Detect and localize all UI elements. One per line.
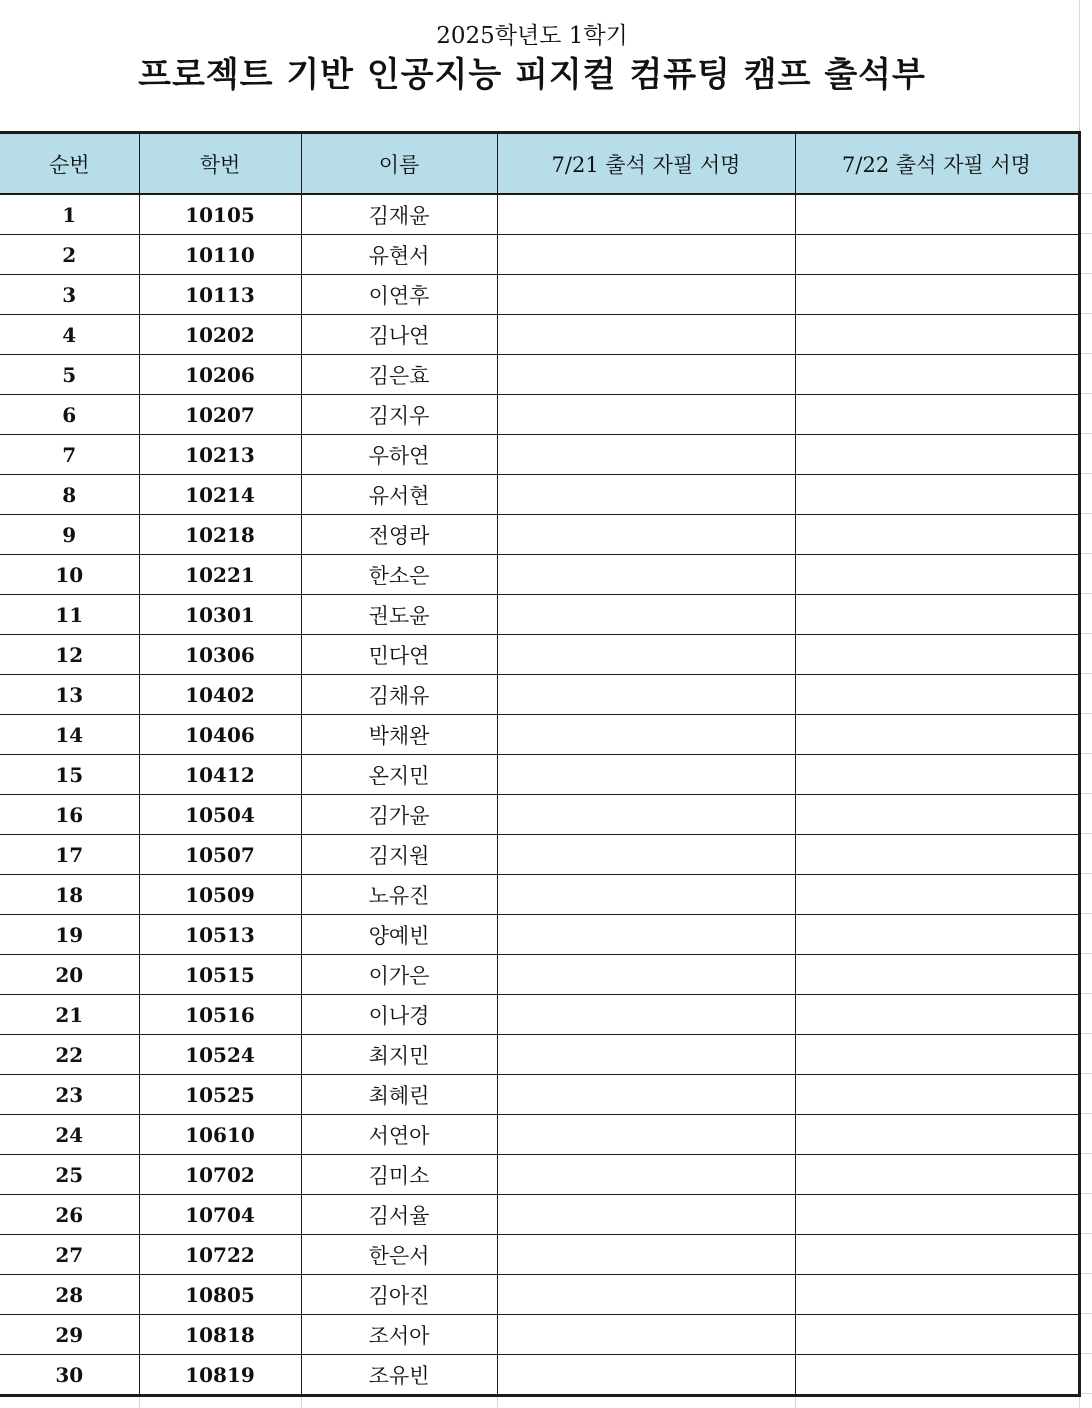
sheet-gridline — [1080, 1273, 1092, 1274]
student-id-cell: 10509 — [139, 875, 301, 915]
sheet-gridline — [1080, 993, 1092, 994]
student-name-cell: 김채유 — [301, 675, 497, 715]
signature-0722-cell[interactable] — [795, 755, 1079, 795]
table-row — [0, 475, 1079, 515]
student-name-cell: 김미소 — [301, 1155, 497, 1195]
signature-0721-cell[interactable] — [497, 275, 795, 315]
student-name-cell: 한소은 — [301, 555, 497, 595]
student-id-cell: 10516 — [139, 995, 301, 1035]
signature-0721-cell[interactable] — [497, 1315, 795, 1355]
student-name-cell: 김지우 — [301, 395, 497, 435]
student-id-cell: 10819 — [139, 1355, 301, 1396]
page-title: 프로젝트 기반 인공지능 피지컬 컴퓨팅 캠프 출석부 — [138, 55, 926, 95]
sheet-gridline — [1080, 833, 1092, 834]
signature-0721-cell[interactable] — [497, 555, 795, 595]
row-number-cell: 27 — [0, 1235, 139, 1275]
sheet-gridline — [1080, 1113, 1092, 1114]
row-number-cell: 15 — [0, 755, 139, 795]
column-header-signature-0722: 7/22 출석 자필 서명 — [795, 133, 1079, 195]
student-name-cell: 조유빈 — [301, 1355, 497, 1396]
student-name-cell: 김은효 — [301, 355, 497, 395]
column-header-student-id: 학번 — [139, 133, 301, 195]
signature-0722-cell[interactable] — [795, 635, 1079, 675]
student-name-cell: 김가윤 — [301, 795, 497, 835]
signature-0722-cell[interactable] — [795, 675, 1079, 715]
sheet-gridline — [1080, 513, 1092, 514]
signature-0721-cell[interactable] — [497, 235, 795, 275]
student-id-cell: 10110 — [139, 235, 301, 275]
row-number-cell: 24 — [0, 1115, 139, 1155]
signature-0722-cell[interactable] — [795, 555, 1079, 595]
table-row — [0, 1235, 1079, 1275]
signature-0721-cell[interactable] — [497, 995, 795, 1035]
signature-0721-cell[interactable] — [497, 1115, 795, 1155]
signature-0722-cell[interactable] — [795, 1235, 1079, 1275]
row-number-cell: 28 — [0, 1275, 139, 1315]
sheet-gridline — [1080, 1233, 1092, 1234]
sheet-gridline — [1080, 233, 1092, 234]
sheet-gridline — [1079, 0, 1080, 131]
signature-0722-cell[interactable] — [795, 955, 1079, 995]
table-row — [0, 355, 1079, 395]
sheet-gridline — [1080, 313, 1092, 314]
table-row — [0, 915, 1079, 955]
student-id-cell: 10206 — [139, 355, 301, 395]
signature-0722-cell[interactable] — [795, 835, 1079, 875]
signature-0722-cell[interactable] — [795, 1115, 1079, 1155]
sheet-gridline — [1080, 433, 1092, 434]
signature-0721-cell[interactable] — [497, 194, 795, 235]
signature-0721-cell[interactable] — [497, 795, 795, 835]
table-row — [0, 555, 1079, 595]
row-number-cell: 5 — [0, 355, 139, 395]
student-name-cell: 김재윤 — [301, 194, 497, 235]
signature-0722-cell[interactable] — [795, 1035, 1079, 1075]
column-header-name: 이름 — [301, 133, 497, 195]
sheet-gridline — [1080, 713, 1092, 714]
row-number-cell: 13 — [0, 675, 139, 715]
student-name-cell: 권도윤 — [301, 595, 497, 635]
student-name-cell: 이나경 — [301, 995, 497, 1035]
row-number-cell: 4 — [0, 315, 139, 355]
student-id-cell: 10402 — [139, 675, 301, 715]
student-id-cell: 10202 — [139, 315, 301, 355]
row-number-cell: 23 — [0, 1075, 139, 1115]
student-id-cell: 10818 — [139, 1315, 301, 1355]
sheet-gridline — [1080, 913, 1092, 914]
signature-0722-cell[interactable] — [795, 795, 1079, 835]
student-id-cell: 10306 — [139, 635, 301, 675]
signature-0721-cell[interactable] — [497, 835, 795, 875]
table-row — [0, 595, 1079, 635]
signature-0721-cell[interactable] — [497, 1035, 795, 1075]
student-name-cell: 전영라 — [301, 515, 497, 555]
student-name-cell: 김지원 — [301, 835, 497, 875]
signature-0721-cell[interactable] — [497, 715, 795, 755]
student-name-cell: 서연아 — [301, 1115, 497, 1155]
row-number-cell: 2 — [0, 235, 139, 275]
student-id-cell: 10515 — [139, 955, 301, 995]
signature-0721-cell[interactable] — [497, 435, 795, 475]
table-row — [0, 1075, 1079, 1115]
semester-subtitle: 2025학년도 1학기 — [436, 23, 628, 49]
sheet-gridline — [1080, 753, 1092, 754]
row-number-cell: 6 — [0, 395, 139, 435]
table-row — [0, 635, 1079, 675]
signature-0721-cell[interactable] — [497, 595, 795, 635]
signature-0721-cell[interactable] — [497, 955, 795, 995]
table-header-row — [0, 133, 1079, 195]
row-number-cell: 20 — [0, 955, 139, 995]
table-row — [0, 755, 1079, 795]
signature-0721-cell[interactable] — [497, 755, 795, 795]
student-id-cell: 10722 — [139, 1235, 301, 1275]
table-row — [0, 194, 1079, 235]
row-number-cell: 3 — [0, 275, 139, 315]
table-row — [0, 795, 1079, 835]
signature-0721-cell[interactable] — [497, 395, 795, 435]
student-name-cell: 우하연 — [301, 435, 497, 475]
student-id-cell: 10513 — [139, 915, 301, 955]
student-name-cell: 유현서 — [301, 235, 497, 275]
signature-0722-cell[interactable] — [795, 194, 1079, 235]
signature-0722-cell[interactable] — [795, 1315, 1079, 1355]
table-row — [0, 435, 1079, 475]
student-name-cell: 노유진 — [301, 875, 497, 915]
sheet-gridline — [1080, 193, 1092, 194]
signature-0722-cell[interactable] — [795, 235, 1079, 275]
signature-0721-cell[interactable] — [497, 1355, 795, 1396]
student-id-cell: 10113 — [139, 275, 301, 315]
row-number-cell: 12 — [0, 635, 139, 675]
signature-0721-cell[interactable] — [497, 1155, 795, 1195]
sheet-gridline — [1080, 673, 1092, 674]
student-id-cell: 10412 — [139, 755, 301, 795]
student-id-cell: 10214 — [139, 475, 301, 515]
sheet-gridline — [1080, 273, 1092, 274]
signature-0721-cell[interactable] — [497, 1235, 795, 1275]
signature-0722-cell[interactable] — [795, 1195, 1079, 1235]
table-row — [0, 1155, 1079, 1195]
row-number-cell: 22 — [0, 1035, 139, 1075]
signature-0721-cell[interactable] — [497, 875, 795, 915]
table-row — [0, 1275, 1079, 1315]
student-id-cell: 10704 — [139, 1195, 301, 1235]
signature-0721-cell[interactable] — [497, 355, 795, 395]
table-row — [0, 1315, 1079, 1355]
sheet-gridline — [1080, 793, 1092, 794]
row-number-cell: 1 — [0, 194, 139, 235]
student-id-cell: 10525 — [139, 1075, 301, 1115]
signature-0721-cell[interactable] — [497, 675, 795, 715]
student-id-cell: 10207 — [139, 395, 301, 435]
signature-0721-cell[interactable] — [497, 475, 795, 515]
student-name-cell: 최혜린 — [301, 1075, 497, 1115]
signature-0722-cell[interactable] — [795, 595, 1079, 635]
table-row — [0, 995, 1079, 1035]
signature-0722-cell[interactable] — [795, 915, 1079, 955]
signature-0722-cell[interactable] — [795, 1355, 1079, 1396]
sheet-gridline — [1080, 1313, 1092, 1314]
table-row — [0, 1355, 1079, 1396]
row-number-cell: 16 — [0, 795, 139, 835]
student-name-cell: 김나연 — [301, 315, 497, 355]
sheet-gridline — [1080, 1393, 1092, 1394]
signature-0722-cell[interactable] — [795, 275, 1079, 315]
student-name-cell: 박채완 — [301, 715, 497, 755]
sheet-gridline — [1080, 633, 1092, 634]
row-number-cell: 14 — [0, 715, 139, 755]
student-id-cell: 10805 — [139, 1275, 301, 1315]
sheet-gridline — [1080, 353, 1092, 354]
signature-0722-cell[interactable] — [795, 995, 1079, 1035]
sheet-gridline — [1080, 553, 1092, 554]
signature-0721-cell[interactable] — [497, 1075, 795, 1115]
signature-0721-cell[interactable] — [497, 1275, 795, 1315]
row-number-cell: 11 — [0, 595, 139, 635]
student-name-cell: 조서아 — [301, 1315, 497, 1355]
student-name-cell: 유서현 — [301, 475, 497, 515]
student-id-cell: 10213 — [139, 435, 301, 475]
table-row — [0, 395, 1079, 435]
sheet-gridline — [1080, 873, 1092, 874]
row-number-cell: 7 — [0, 435, 139, 475]
signature-0721-cell[interactable] — [497, 1195, 795, 1235]
student-id-cell: 10221 — [139, 555, 301, 595]
signature-0722-cell[interactable] — [795, 395, 1079, 435]
table-row — [0, 835, 1079, 875]
row-number-cell: 26 — [0, 1195, 139, 1235]
table-row — [0, 1195, 1079, 1235]
student-name-cell: 한은서 — [301, 1235, 497, 1275]
sheet-gridline — [1080, 1073, 1092, 1074]
column-header-signature-0721: 7/21 출석 자필 서명 — [497, 133, 795, 195]
row-number-cell: 19 — [0, 915, 139, 955]
sheet-gridline — [1080, 953, 1092, 954]
signature-0721-cell[interactable] — [497, 635, 795, 675]
table-row — [0, 875, 1079, 915]
signature-0721-cell[interactable] — [497, 315, 795, 355]
student-id-cell: 10702 — [139, 1155, 301, 1195]
sheet-gridline — [1080, 593, 1092, 594]
column-header-number: 순번 — [0, 133, 139, 195]
row-number-cell: 17 — [0, 835, 139, 875]
student-id-cell: 10301 — [139, 595, 301, 635]
sheet-gridline — [1080, 473, 1092, 474]
row-number-cell: 18 — [0, 875, 139, 915]
row-number-cell: 10 — [0, 555, 139, 595]
student-name-cell: 김서율 — [301, 1195, 497, 1235]
student-id-cell: 10524 — [139, 1035, 301, 1075]
signature-0722-cell[interactable] — [795, 475, 1079, 515]
attendance-table — [0, 131, 1081, 1397]
sheet-gridline — [1080, 393, 1092, 394]
row-number-cell: 9 — [0, 515, 139, 555]
signature-0722-cell[interactable] — [795, 315, 1079, 355]
student-name-cell: 민다연 — [301, 635, 497, 675]
signature-0722-cell[interactable] — [795, 875, 1079, 915]
signature-0722-cell[interactable] — [795, 515, 1079, 555]
student-id-cell: 10507 — [139, 835, 301, 875]
sheet-gridline — [1080, 1353, 1092, 1354]
signature-0721-cell[interactable] — [497, 515, 795, 555]
signature-0722-cell[interactable] — [795, 355, 1079, 395]
sheet-gridline — [1080, 1153, 1092, 1154]
table-row — [0, 315, 1079, 355]
signature-0722-cell[interactable] — [795, 715, 1079, 755]
row-number-cell: 8 — [0, 475, 139, 515]
table-row — [0, 515, 1079, 555]
signature-0722-cell[interactable] — [795, 435, 1079, 475]
student-name-cell: 양예빈 — [301, 915, 497, 955]
signature-0721-cell[interactable] — [497, 915, 795, 955]
student-name-cell: 김아진 — [301, 1275, 497, 1315]
student-id-cell: 10218 — [139, 515, 301, 555]
table-row — [0, 235, 1079, 275]
table-row — [0, 715, 1079, 755]
row-number-cell: 30 — [0, 1355, 139, 1396]
student-name-cell: 최지민 — [301, 1035, 497, 1075]
table-row — [0, 955, 1079, 995]
row-number-cell: 29 — [0, 1315, 139, 1355]
student-name-cell: 이가은 — [301, 955, 497, 995]
student-id-cell: 10105 — [139, 194, 301, 235]
signature-0722-cell[interactable] — [795, 1275, 1079, 1315]
student-id-cell: 10504 — [139, 795, 301, 835]
sheet-gridline — [1080, 1193, 1092, 1194]
table-row — [0, 275, 1079, 315]
signature-0722-cell[interactable] — [795, 1075, 1079, 1115]
row-number-cell: 25 — [0, 1155, 139, 1195]
signature-0722-cell[interactable] — [795, 1155, 1079, 1195]
student-name-cell: 이연후 — [301, 275, 497, 315]
table-row — [0, 1035, 1079, 1075]
sheet-gridline — [1080, 1033, 1092, 1034]
student-id-cell: 10406 — [139, 715, 301, 755]
row-number-cell: 21 — [0, 995, 139, 1035]
student-name-cell: 온지민 — [301, 755, 497, 795]
student-id-cell: 10610 — [139, 1115, 301, 1155]
table-row — [0, 675, 1079, 715]
table-row — [0, 1115, 1079, 1155]
